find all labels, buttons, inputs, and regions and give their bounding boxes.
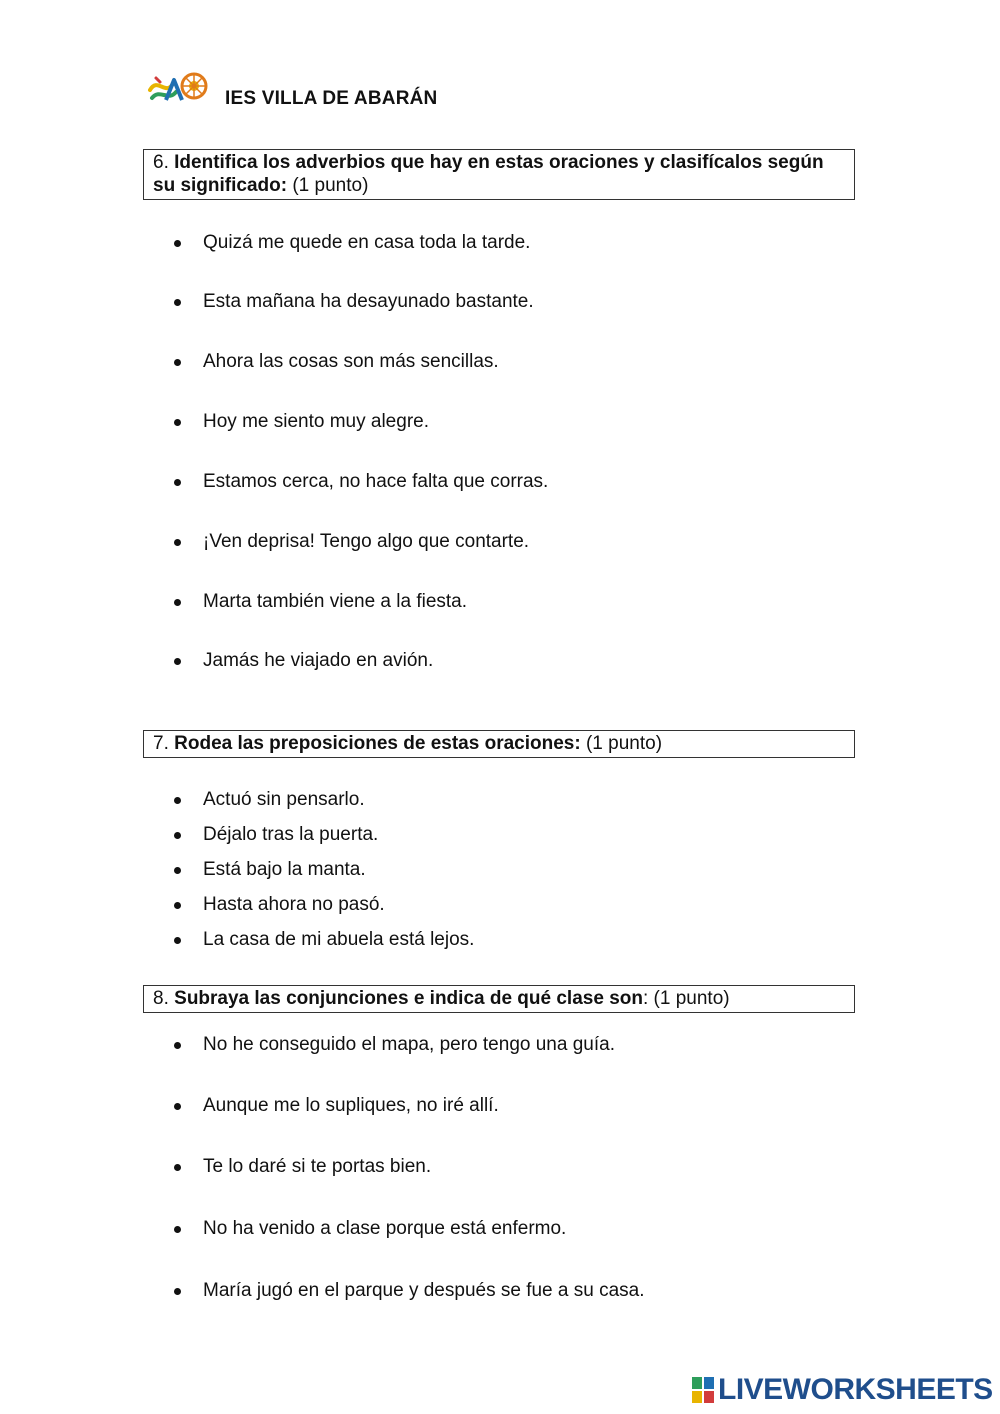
list-item: Déjalo tras la puerta. — [0, 824, 1000, 846]
list-item: ¡Ven deprisa! Tengo algo que contarte. — [0, 531, 1000, 553]
list-item: Actuó sin pensarlo. — [0, 789, 1000, 811]
question-8-list — [0, 1034, 1000, 1302]
liveworksheets-watermark — [692, 1374, 993, 1406]
question-score: (1 punto) — [292, 175, 369, 196]
question-title: Subraya las conjunciones e indica de qué clase son — [174, 988, 643, 1009]
list-item: Te lo daré si te portas bien. — [0, 1156, 1000, 1178]
watermark-text: LIVEWORKSHEETS — [718, 1373, 993, 1406]
list-item: No he conseguido el mapa, pero tengo una guía. — [0, 1034, 1000, 1056]
list-item: Está bajo la manta. — [0, 859, 1000, 881]
list-item: Hoy me siento muy alegre. — [0, 411, 1000, 433]
list-item: Aunque me lo supliques, no iré allí. — [0, 1095, 1000, 1117]
question-number: 8. — [153, 988, 169, 1009]
list-item: La casa de mi abuela está lejos. — [0, 929, 1000, 951]
list-item: María jugó en el parque y después se fue a su casa. — [0, 1280, 1000, 1302]
question-number: 7. — [153, 733, 169, 754]
list-item: Ahora las cosas son más sencillas. — [0, 351, 1000, 373]
list-item: Estamos cerca, no hace falta que corras. — [0, 471, 1000, 493]
question-8-heading — [143, 985, 855, 1013]
liveworksheets-logo-icon — [692, 1377, 714, 1403]
question-6-list — [0, 232, 1000, 672]
question-title: Rodea las preposiciones de estas oraciones: — [174, 733, 581, 754]
school-logo-icon — [146, 68, 210, 108]
list-item: Marta también viene a la fiesta. — [0, 591, 1000, 613]
list-item: Esta mañana ha desayunado bastante. — [0, 291, 1000, 313]
question-score: (1 punto) — [585, 733, 663, 754]
list-item: Hasta ahora no pasó. — [0, 894, 1000, 916]
question-7-heading — [143, 730, 855, 758]
question-6-heading — [143, 149, 855, 200]
list-item: Jamás he viajado en avión. — [0, 650, 1000, 672]
list-item: No ha venido a clase porque está enfermo. — [0, 1218, 1000, 1240]
question-7-list — [0, 789, 1000, 951]
list-item: Quizá me quede en casa toda la tarde. — [0, 232, 1000, 254]
question-score: : (1 punto) — [642, 988, 730, 1009]
question-title: Identifica los adverbios que hay en estas oraciones y clasifícalos según su significado: — [153, 152, 824, 196]
school-name: IES VILLA DE ABARÁN — [225, 88, 438, 109]
question-number: 6. — [153, 152, 169, 173]
